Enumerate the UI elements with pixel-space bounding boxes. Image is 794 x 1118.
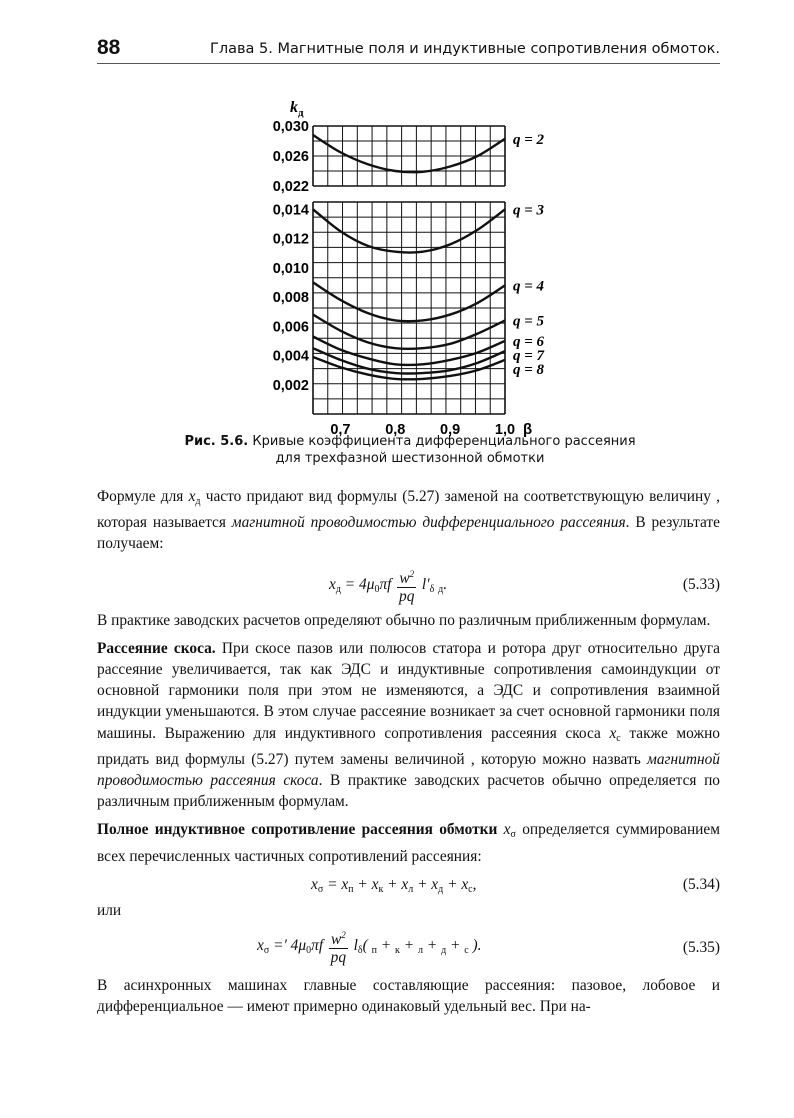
y-tick-label: 0,008 bbox=[272, 290, 309, 307]
figure-caption bbox=[150, 433, 670, 467]
paragraph-2: В практике заводских расчетов определяют обычно по различным приближенным формулам. bbox=[97, 611, 711, 629]
term-skew: магнитной проводимостью рассеяния скоса bbox=[97, 750, 720, 790]
body-text bbox=[97, 486, 720, 1024]
paragraph-4: Полное индуктивное сопротивление рассеяния обмотки $x_\sigma$ определяется суммированием всех перечисленных частичных сопротивлений рассеяния: bbox=[97, 821, 720, 865]
caption-line-2: для трехфазной шестизонной обмотки bbox=[275, 451, 545, 466]
curve-q4 bbox=[313, 282, 505, 321]
y-tick-label: 0,026 bbox=[272, 149, 309, 165]
series-label: q = 6 bbox=[513, 333, 545, 350]
paragraph-3: Рассеяние скоса. При скосе пазов или полюсов статора и ротора друг относительно друга рассеяние увеличивается, так как ЭДС и индуктивные сопротивления самоиндукции от основной гармоники поля при этом не изменяются, а ЭДС и сопротивления взаимной индукции уменьшаются. В этом случае рассеяние возникает за счет основной гармоники поля машины. Выражению для индуктивного сопротивления рассеяния скоса $x_с$ также можно придать вид формулы (5.27) путем замены величиной , которую можно назвать магнитной проводимостью рассеяния скоса. В практике заводских расчетов обычно определяется по различным приближенным формулам. bbox=[97, 639, 721, 811]
caption-line-1: Кривые коэффициента дифференциального рассеяния bbox=[252, 434, 636, 449]
x-tick-label: 1,0 bbox=[494, 422, 516, 438]
x-tick-label: 0,7 bbox=[330, 422, 351, 438]
x-tick-label: 0,8 bbox=[385, 422, 406, 438]
x-tick-label: 0,9 bbox=[440, 422, 461, 438]
caption-label: Рис. 5.6. bbox=[184, 434, 249, 449]
series-label: q = 5 bbox=[513, 313, 545, 330]
header-rule bbox=[97, 63, 720, 64]
paragraph-5: В асинхронных машинах главные составляющие рассеяния: пазовое, лобовое и дифференциальное — имеют примерно одинаковый удельный вес. При на- bbox=[97, 976, 720, 1016]
series-label: q = 4 bbox=[513, 278, 545, 295]
series-label: q = 8 bbox=[513, 361, 545, 378]
paragraph-1: Формуле для $x_д$ часто придают вид формулы (5.27) заменой на соответствующую величину , которая называется магнитной проводимостью дифференциального рассеяния. В результате получаем: bbox=[97, 488, 721, 553]
page-number: 88 bbox=[97, 36, 121, 59]
series-label: q = 2 bbox=[513, 131, 545, 148]
y-axis-label: $k_д$ bbox=[290, 99, 304, 119]
term-differential: магнитной проводимостью дифференциального рассеяния bbox=[231, 514, 626, 532]
y-tick-label: 0,014 bbox=[272, 202, 309, 219]
lower-panel-grid bbox=[313, 202, 505, 414]
equation-5-33: $x_д = 4\mu_0\pi f$ $\frac{w^2}{pq}$ $l'_\delta$ $_д$. (5.33) bbox=[97, 562, 720, 610]
y-tick-label: 0,002 bbox=[272, 377, 309, 394]
curve-q3 bbox=[313, 209, 505, 252]
equation-5-35: $x_\sigma$ =′ $4\mu_0\pi f$ $\frac{w^2}{pq}$ $l_\delta$( $_п$ + $_к$ + $_л$ + $_д$ + $_с$ ). (5.35) bbox=[97, 927, 720, 975]
equation-number-5-35: (5.35) bbox=[682, 938, 720, 956]
figure-chart bbox=[240, 96, 570, 438]
y-tick-label: 0,030 bbox=[272, 119, 309, 135]
series-label: q = 3 bbox=[513, 202, 545, 219]
curves bbox=[313, 135, 505, 379]
running-title: Глава 5. Магнитные поля и индуктивные сопротивления обмоток. bbox=[210, 41, 720, 57]
y-tick-label: 0,006 bbox=[272, 319, 309, 336]
y-tick-label: 0,010 bbox=[272, 260, 309, 277]
or-word: или bbox=[97, 901, 122, 919]
y-axis-label-sub: д bbox=[298, 107, 304, 119]
y-tick-label: 0,022 bbox=[272, 179, 309, 195]
heading-skew: Рассеяние скоса. bbox=[97, 639, 216, 657]
equation-number-5-33: (5.33) bbox=[682, 575, 720, 593]
x-axis-label: β bbox=[523, 421, 533, 438]
y-tick-label: 0,004 bbox=[272, 348, 309, 365]
equation-number-5-34: (5.34) bbox=[682, 875, 720, 893]
y-tick-label: 0,012 bbox=[272, 231, 309, 248]
equation-5-34: $x_\sigma = x_п + x_к + x_л + x_д + x_с$, (5.34) bbox=[311, 875, 720, 895]
heading-total: Полное индуктивное сопротивление рассеяния обмотки bbox=[97, 821, 498, 839]
curve-q5 bbox=[313, 315, 505, 349]
series-label: q = 7 bbox=[513, 347, 545, 364]
